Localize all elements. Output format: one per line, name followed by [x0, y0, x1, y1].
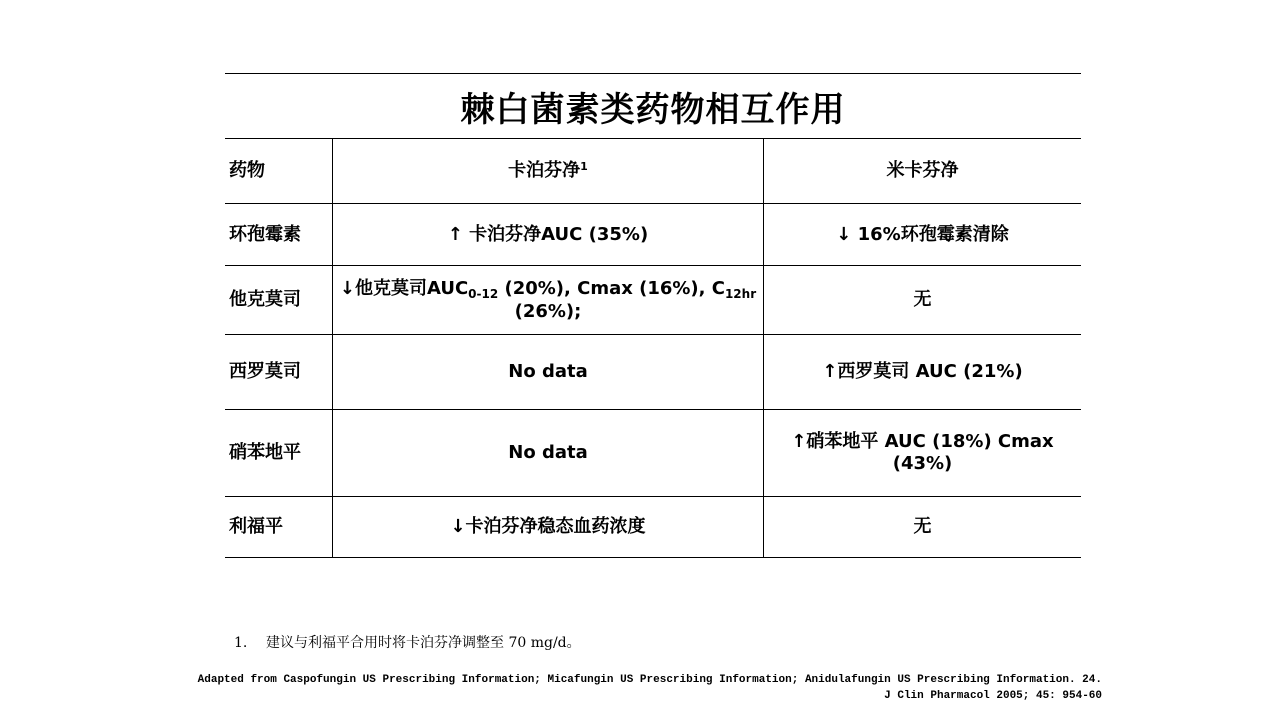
table-header-row: [225, 139, 1081, 204]
slide-title: 棘白菌素类药物相互作用: [225, 73, 1081, 139]
header-caspofungin-label: 卡泊芬净: [508, 160, 581, 182]
row-drug: 硝苯地平: [225, 410, 333, 497]
footnote-mark: 1: [580, 160, 588, 174]
row-caspofungin: No data: [333, 410, 764, 497]
subscript-12hr: 12hr: [724, 286, 757, 301]
table-row: [225, 497, 1081, 558]
footnote-number: 1.: [234, 635, 248, 651]
row-micafungin: 无: [764, 497, 1082, 558]
row-caspofungin: [333, 266, 764, 335]
header-caspofungin: [333, 139, 764, 204]
caspofungin-text-b: (20%), Cmax (16%), C: [498, 277, 725, 299]
row-micafungin: ↑硝苯地平 AUC (18%) Cmax (43%): [764, 410, 1082, 497]
drug-interaction-table: [225, 138, 1081, 558]
citation-line-1: Adapted from Caspofungin US Prescribing Information; Micafungin US Prescribing Information; Anidulafungin US Prescribing Information. 24.: [197, 674, 1102, 686]
row-caspofungin: ↓卡泊芬净稳态血药浓度: [333, 497, 764, 558]
table-row: [225, 410, 1081, 497]
row-drug: 他克莫司: [225, 266, 333, 335]
row-drug: 西罗莫司: [225, 335, 333, 410]
row-micafungin: ↑西罗莫司 AUC (21%): [764, 335, 1082, 410]
header-drug: 药物: [225, 139, 333, 204]
row-caspofungin: No data: [333, 335, 764, 410]
citation: [198, 672, 1102, 704]
footnote: [234, 632, 581, 652]
table-row: [225, 204, 1081, 266]
row-micafungin: ↓ 16%环孢霉素清除: [764, 204, 1082, 266]
row-drug: 利福平: [225, 497, 333, 558]
row-drug: 环孢霉素: [225, 204, 333, 266]
footnote-text: 建议与利福平合用时将卡泊芬净调整至 70 mg/d。: [266, 635, 581, 651]
header-micafungin: 米卡芬净: [764, 139, 1082, 204]
table-row: [225, 335, 1081, 410]
citation-line-2: J Clin Pharmacol 2005; 45: 954-60: [884, 690, 1102, 702]
subscript-0-12: 0-12: [468, 286, 499, 301]
caspofungin-text-a: ↓他克莫司AUC: [339, 277, 469, 299]
row-micafungin: 无: [764, 266, 1082, 335]
row-caspofungin: ↑ 卡泊芬净AUC (35%): [333, 204, 764, 266]
caspofungin-text-c: (26%);: [514, 300, 582, 322]
table-row: [225, 266, 1081, 335]
